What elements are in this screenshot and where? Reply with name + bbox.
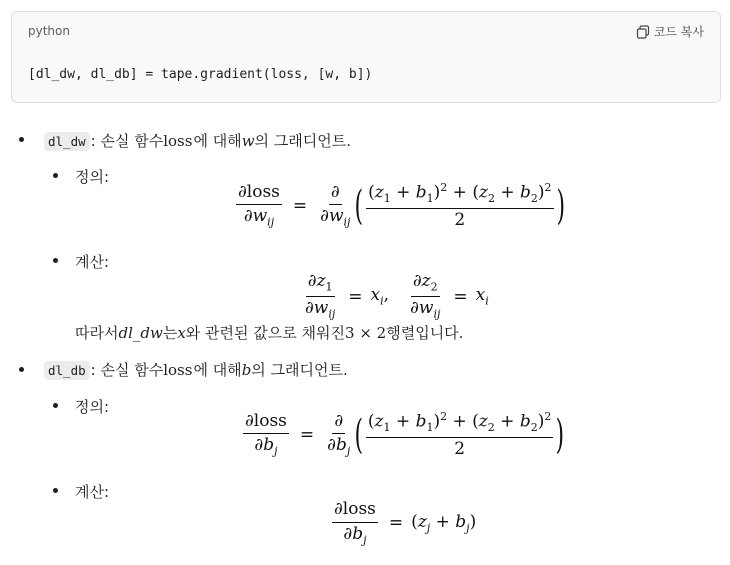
calc-label: 계산: xyxy=(75,483,110,501)
item-text: 의 그래디언트. xyxy=(254,132,352,150)
definition-label: 정의: xyxy=(75,168,110,186)
inline-code-dl-db: dl_db xyxy=(44,361,90,380)
code-block xyxy=(11,11,721,103)
note-math-x: x xyxy=(177,324,186,342)
item-text: 에 대해 xyxy=(193,361,242,379)
code-line: [dl_dw, dl_db] = tape.gradient(loss, [w, b]) xyxy=(28,67,373,82)
sub-bullet xyxy=(53,173,58,178)
item-math-loss: loss xyxy=(163,361,193,379)
copy-code-label: 코드 복사 xyxy=(653,25,704,39)
formula-definition-b: $\frac{\text{∂loss}}{\partial b_j}$ = $\frac{\partial}{\partial b_j}$ ( $\frac{(z_1 + b_1)^2 + (z_2 + b_2)^2}{2}$ ) xyxy=(245,410,565,459)
sub-bullet xyxy=(53,258,58,263)
item-math-var: w xyxy=(241,132,255,150)
inline-code-dl-dw: dl_dw xyxy=(44,132,90,151)
item-math-var: b xyxy=(241,361,252,379)
code-language-label: python xyxy=(28,24,70,38)
note-text: 와 관련된 값으로 채워진 xyxy=(185,324,346,342)
formula-definition-w: $\frac{\text{∂loss}}{\partial w_{ij}}$ = $\frac{\partial}{\partial w_{ij}}$ ( $\frac{(z_1 + b_1)^2 + (z_2 + b_2)^2}{2}$ ) xyxy=(238,181,565,230)
list-bullet xyxy=(19,367,24,372)
note-text: 행렬입니다. xyxy=(386,324,464,342)
sub-bullet xyxy=(53,488,58,493)
item-text: 의 그래디언트. xyxy=(251,361,348,379)
formula-calc-b: $\frac{\text{∂loss}}{\partial b_j}$ = $(z_j + b_j)$ xyxy=(334,499,477,546)
definition-label: 정의: xyxy=(75,398,110,416)
copy-code-button[interactable] xyxy=(636,23,704,40)
item-text: : 손실 함수 xyxy=(90,132,164,150)
sub-bullet xyxy=(53,403,58,408)
calc-label: 계산: xyxy=(75,253,110,271)
note-dl-dw xyxy=(75,322,463,343)
copy-icon xyxy=(636,25,650,39)
note-math-dims: 3 × 2 xyxy=(345,324,387,342)
note-text: 는 xyxy=(162,324,178,342)
item-text: : 손실 함수 xyxy=(90,361,164,379)
list-bullet xyxy=(19,137,24,142)
item-text: 에 대해 xyxy=(193,132,242,150)
list-item-dl-db xyxy=(44,359,348,380)
formula-calc-w: $\frac{\partial z_1}{\partial w_{ij}}$ = $x_i$, $\frac{\partial z_2}{\partial w_{ij}}$ = $x_i$ xyxy=(305,271,489,321)
item-math-loss: loss xyxy=(163,132,193,150)
note-math-var: dl_dw xyxy=(118,324,163,342)
note-text: 따라서 xyxy=(75,324,119,342)
list-item-dl-dw xyxy=(44,130,351,151)
